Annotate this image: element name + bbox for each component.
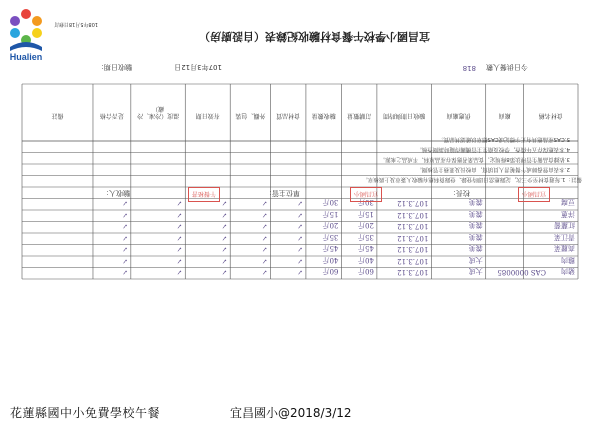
table-cell-ok: ✓ — [121, 234, 128, 242]
table-cell-ok: ✓ — [221, 199, 228, 208]
column-header: 供應廠商 — [446, 112, 471, 119]
photo-caption-date: 宜昌國小@2018/3/12 — [230, 406, 352, 420]
table-cell-ok: ✓ — [121, 199, 128, 208]
photo-caption: 花蓮縣國中小免費學校午餐 — [10, 406, 161, 420]
table-cell-recv: 60斤 — [322, 267, 339, 276]
table-cell-name: 青江菜 — [554, 233, 575, 241]
table-cell-ok: ✓ — [176, 199, 183, 208]
table-cell-ok: ✓ — [121, 245, 128, 254]
column-header: 外觀、包裝 — [235, 112, 266, 119]
table-cell-qty: 15斤 — [357, 210, 374, 218]
attendance-label: 今日供餐人數 — [486, 63, 528, 71]
sig-unit-head: 單位主管： — [265, 189, 300, 197]
table-cell-name: 豆腐 — [561, 198, 575, 207]
column-header: 有效日期 — [195, 112, 220, 119]
table-cell-ok: ✓ — [176, 211, 183, 219]
note-2: 2.本表由營養師或午餐秘書人員填寫，由校長及業務主管核閱。 — [416, 166, 570, 172]
sig-principal: 校長： — [449, 189, 470, 197]
table-cell-name: 豬肉 — [561, 267, 575, 276]
logo-brand-text: Hualien — [9, 52, 43, 62]
note-4: 4.本表應保存五年備查，學校及衛生主管機關得隨時調閱查核。 — [416, 146, 570, 152]
table-cell-ok: ✓ — [261, 234, 268, 242]
date-label: 驗收日期： — [97, 63, 132, 71]
table-cell-recv: 20斤 — [322, 221, 339, 230]
table-cell-ok: ✓ — [176, 268, 183, 277]
table-cell-ok: ✓ — [297, 222, 303, 231]
table-cell-name: 高麗菜 — [554, 244, 575, 253]
table-cell-ok: ✓ — [297, 245, 303, 254]
column-header: 是否合格 — [99, 112, 124, 119]
table-cell-qty: 60斤 — [357, 267, 374, 276]
form-code: 108年5月18日修訂 — [53, 21, 98, 27]
table-cell-date: 107.3.12 — [397, 211, 429, 219]
table-cell-ok: ✓ — [176, 245, 183, 254]
table-cell-ok: ✓ — [221, 222, 228, 231]
column-header: 廠商 — [498, 112, 511, 119]
table-cell-vendor: 大成 — [468, 256, 483, 264]
column-header: 食材品質 — [276, 112, 301, 119]
form-title: 宜昌國小學校午餐食材驗收紀錄表（自設廚房） — [199, 30, 430, 43]
cas-note: CAS 0000085 — [497, 268, 546, 276]
table-cell-ok: ✓ — [221, 245, 228, 254]
table-cell-ok: ✓ — [261, 268, 268, 277]
sig-inspector: 驗收人： — [102, 189, 130, 197]
table-cell-qty: 45斤 — [357, 244, 374, 253]
table-cell-date: 107.3.12 — [397, 268, 429, 277]
table-cell-ok: ✓ — [297, 268, 303, 277]
table-cell-qty: 35斤 — [357, 233, 374, 241]
stamp-unit-head: 宜昌國小 — [350, 187, 382, 202]
table-cell-vendor: 義美 — [468, 244, 483, 253]
stamp-inspector: 午餐秘書 — [188, 187, 220, 202]
table-cell-name: 雞肉 — [561, 256, 575, 264]
column-header: 溫度（冷凍、冷藏） — [137, 105, 180, 119]
table-cell-recv: 30斤 — [322, 198, 339, 207]
table-cell-recv: 40斤 — [322, 256, 339, 264]
table-cell-vendor: 義美 — [468, 210, 483, 218]
table-cell-recv: 15斤 — [322, 210, 339, 218]
column-header: 驗收數量 — [311, 112, 336, 119]
note-3: 3.依據食品衛生管理法第8條規定，食品業者應保存產品原料、半成品之來源。 — [379, 156, 570, 162]
table-cell-date: 107.3.12 — [397, 199, 429, 208]
table-cell-ok: ✓ — [297, 234, 303, 242]
table-cell-ok: ✓ — [261, 211, 268, 219]
table-cell-ok: ✓ — [261, 257, 268, 265]
table-cell-qty: 40斤 — [357, 256, 374, 264]
note-1: 備註：1.每週食材至少三次，記錄應當日即時登錄、登錄資料應有驗收人簽章及上級核章。 — [362, 176, 582, 182]
table-cell-ok: ✓ — [261, 199, 268, 208]
table-cell-recv: 35斤 — [322, 233, 339, 241]
table-cell-qty: 20斤 — [357, 221, 374, 230]
table-cell-ok: ✓ — [221, 257, 228, 265]
table-cell-ok: ✓ — [176, 257, 183, 265]
date-value: 107年3月12日 — [174, 63, 222, 71]
table-cell-ok: ✓ — [297, 211, 303, 219]
table-cell-ok: ✓ — [121, 222, 128, 231]
table-cell-ok: ✓ — [221, 268, 228, 277]
stamp-principal: 宜昌國小 — [518, 187, 550, 202]
note-5: 5.CAS產品應具有正字標記或CAS標章以確認其品質。 — [438, 136, 570, 142]
table-cell-ok: ✓ — [176, 222, 183, 231]
table-cell-name: 洋蔥 — [561, 210, 575, 218]
table-cell-ok: ✓ — [121, 268, 128, 277]
table-cell-date: 107.3.12 — [397, 245, 429, 254]
table-cell-vendor: 義美 — [468, 233, 483, 241]
column-header: 驗收日期與時間 — [383, 112, 426, 119]
column-header: 備註 — [51, 112, 64, 119]
table-cell-date: 107.3.12 — [397, 234, 429, 242]
table-cell-ok: ✓ — [221, 234, 228, 242]
table-cell-ok: ✓ — [121, 211, 128, 219]
table-cell-name: 紅蘿蔔 — [554, 221, 575, 230]
table-cell-qty: 30斤 — [357, 198, 374, 207]
table-cell-recv: 45斤 — [322, 244, 339, 253]
table-cell-ok: ✓ — [297, 199, 303, 208]
table-cell-ok: ✓ — [121, 257, 128, 265]
table-cell-ok: ✓ — [261, 245, 268, 254]
table-cell-ok: ✓ — [297, 257, 303, 265]
table-cell-date: 107.3.12 — [397, 222, 429, 231]
attendance-value: 818 — [462, 64, 476, 72]
table-cell-ok: ✓ — [221, 211, 228, 219]
column-header: 食材名稱 — [538, 112, 563, 119]
table-cell-ok: ✓ — [176, 234, 183, 242]
table-cell-ok: ✓ — [261, 222, 268, 231]
table-cell-vendor: 大成 — [468, 267, 483, 276]
table-cell-vendor: 義美 — [468, 198, 483, 207]
table-cell-vendor: 義美 — [468, 221, 483, 230]
column-header: 訂購數量 — [347, 112, 372, 119]
table-cell-date: 107.3.12 — [397, 257, 429, 265]
